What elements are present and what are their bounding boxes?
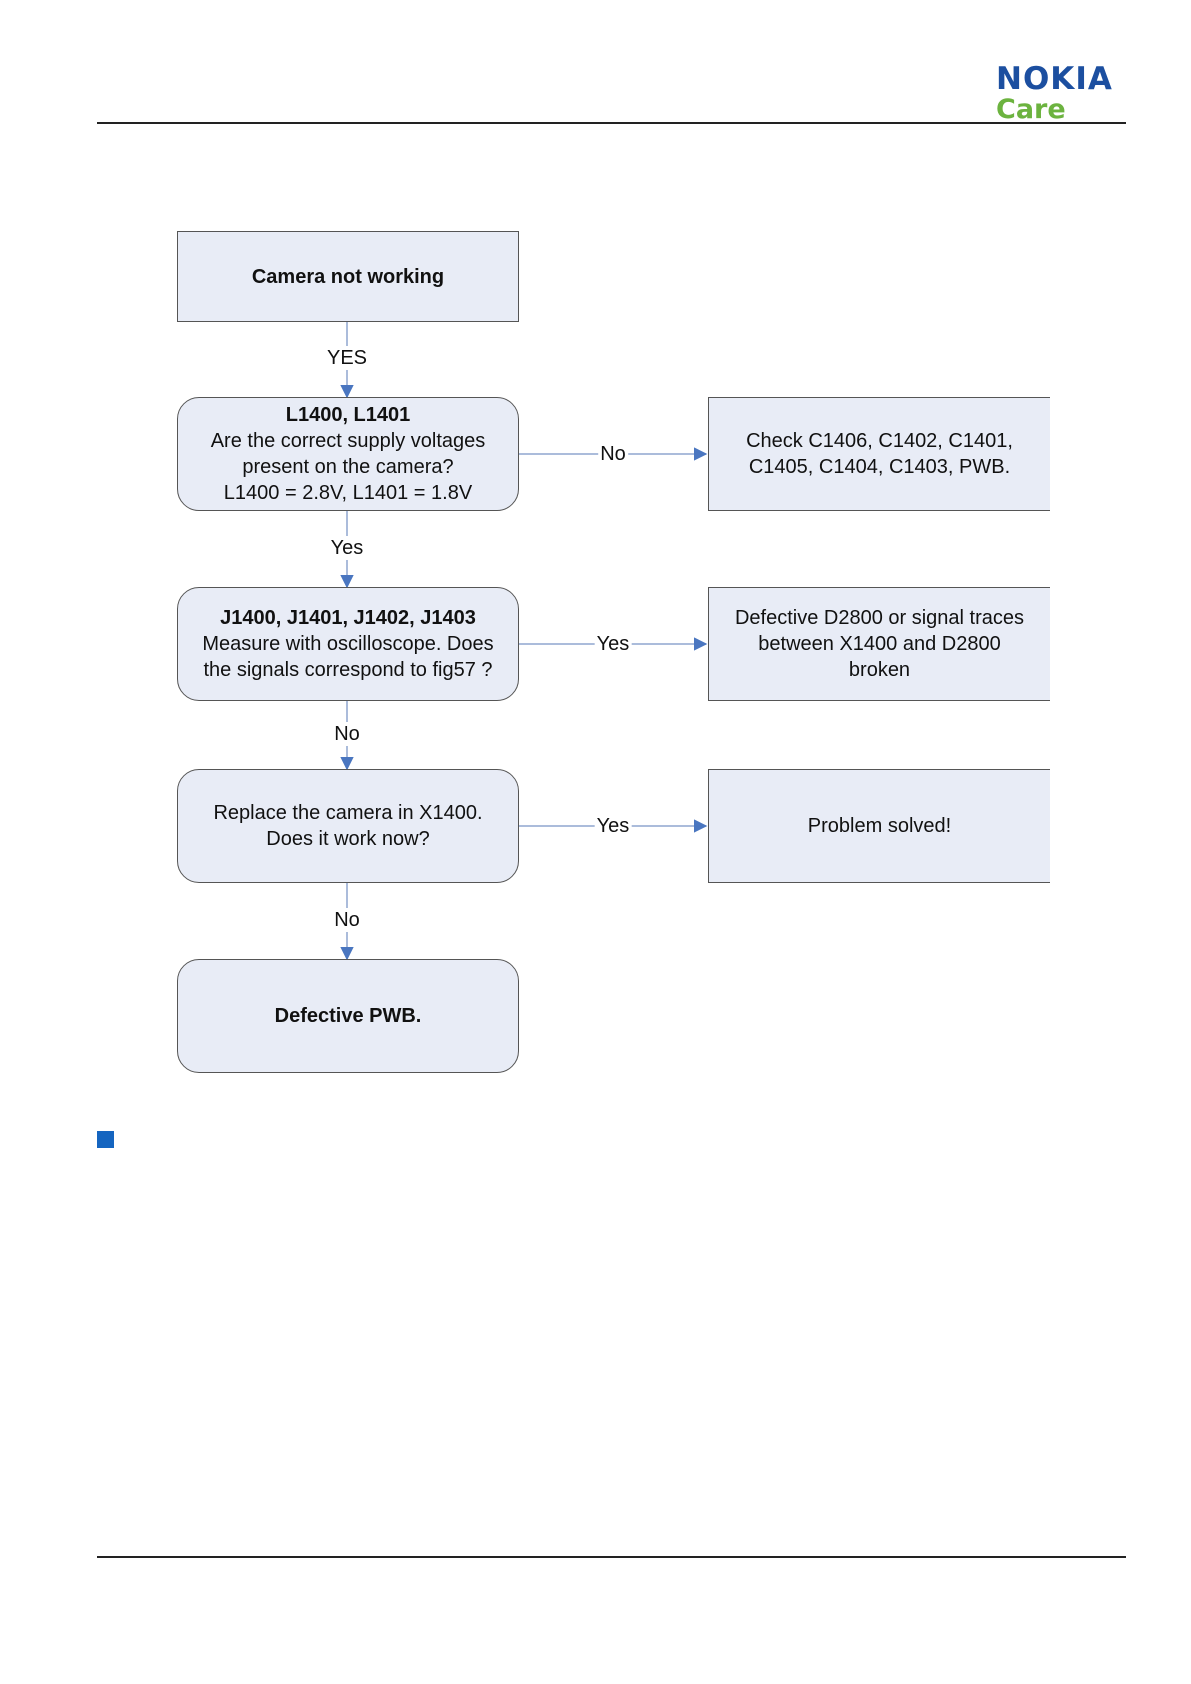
step3-decision-box [177,769,519,883]
step1-line-2: present on the camera? [242,456,454,478]
start-box [177,231,519,322]
step2-yes-result-box [708,587,1050,701]
step3-yes-text: Problem solved! [807,815,952,837]
step1-decision-box [177,397,519,511]
label-start-to-step1: YES [326,347,368,369]
step2-yes-line-2: between X1400 and D2800 [758,633,1001,655]
label-step3-yes: Yes [596,815,630,837]
step3-yes-result-box [708,769,1050,883]
step2-yes-line-1: Defective D2800 or signal traces [734,607,1025,629]
step2-yes-line-3: broken [848,659,911,681]
section-bullet-icon [97,1131,114,1148]
footer-rule [97,1556,1126,1558]
step2-line-2: the signals correspond to fig57 ? [203,659,493,681]
label-step2-yes: Yes [596,633,630,655]
label-step1-no: No [600,443,626,465]
step1-title: L1400, L1401 [285,404,411,426]
step2-title: J1400, J1401, J1402, J1403 [220,607,476,629]
step2-decision-box [177,587,519,701]
end-box [177,959,519,1073]
label-step2-to-step3: No [334,723,360,745]
step2-line-1: Measure with oscilloscope. Does [202,633,494,655]
label-step1-to-step2: Yes [330,537,364,559]
step1-line-3: L1400 = 2.8V, L1401 = 1.8V [223,482,473,504]
step3-line-1: Replace the camera in X1400. [213,802,483,824]
logo-subtitle: Care [996,94,1066,125]
start-text: Camera not working [251,265,445,288]
step1-no-line-2: C1405, C1404, C1403, PWB. [748,456,1011,478]
end-text: Defective PWB. [274,1005,422,1027]
label-step3-to-end: No [334,909,360,931]
step1-line-1: Are the correct supply voltages [210,430,486,452]
step1-no-result-box [708,397,1050,511]
step1-no-line-1: Check C1406, C1402, C1401, [746,430,1013,452]
step3-line-2: Does it work now? [266,828,430,850]
logo-wordmark: NOKIA [996,61,1113,97]
